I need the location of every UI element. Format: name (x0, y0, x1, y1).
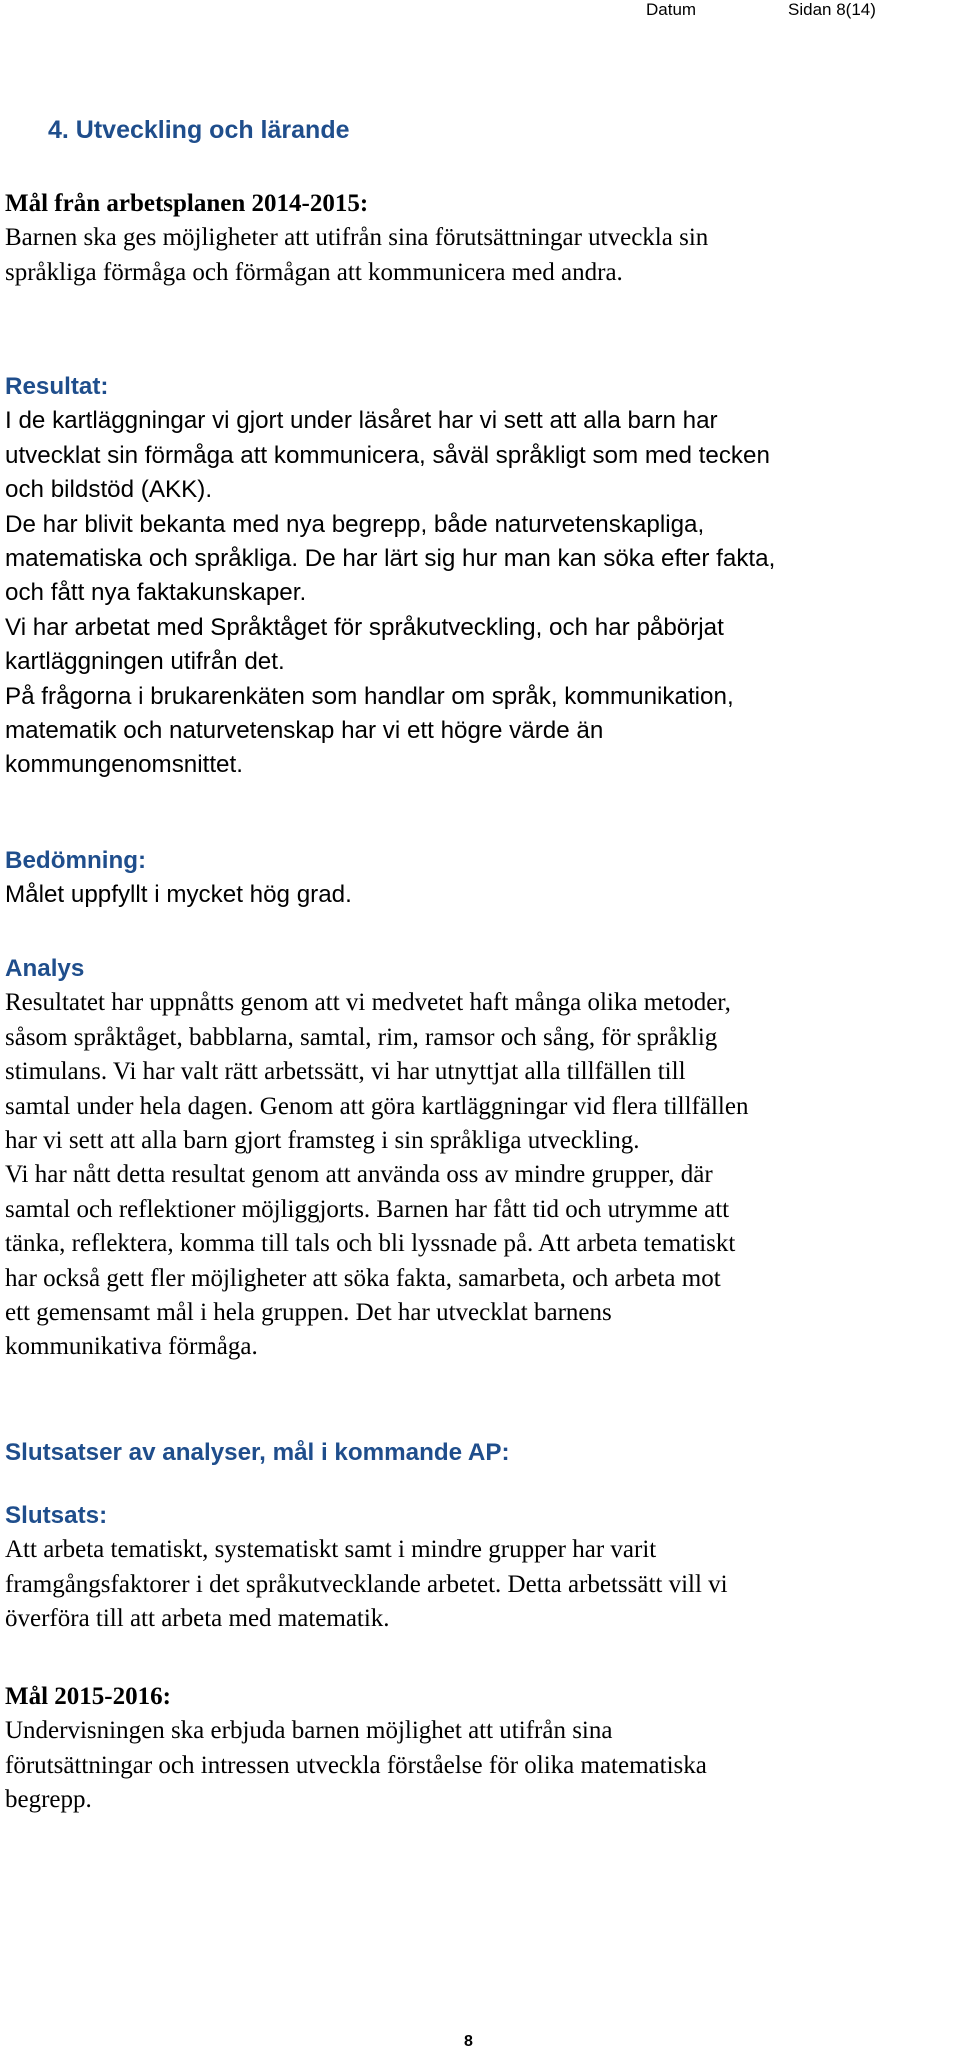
analysis-line: Vi har nått detta resultat genom att använda oss av mindre grupper, där (5, 1161, 713, 1189)
assessment-block (5, 844, 955, 913)
assessment-title: Bedömning: (5, 847, 147, 874)
conclusion-line: överföra till att arbeta med matematik. (5, 1605, 390, 1633)
analysis-line: stimulans. Vi har valt rätt arbetssätt, vi har utnyttjat alla tillfällen till (5, 1058, 686, 1086)
conclusions-heading: Slutsatser av analyser, mål i kommande AP: (5, 1439, 510, 1466)
next-goal-line: förutsättningar och intressen utveckla förståelse för olika matematiska (5, 1751, 707, 1779)
result-title: Resultat: (5, 373, 109, 400)
next-goal-line: Undervisningen ska erbjuda barnen möjlighet att utifrån sina (5, 1717, 613, 1745)
result-block (5, 370, 955, 783)
analysis-line: har också gett fler möjligheter att söka fakta, samarbeta, och arbeta mot (5, 1264, 721, 1292)
result-line: De har blivit bekanta med nya begrepp, både naturvetenskapliga, (5, 510, 705, 538)
result-line: och fått nya faktakunskaper. (5, 579, 307, 607)
goal-line: Barnen ska ges möjligheter att utifrån sina förutsättningar utveckla sin (5, 224, 709, 252)
result-line: I de kartläggningar vi gjort under läsåret har vi sett att alla barn har (5, 407, 718, 435)
result-line: utvecklat sin förmåga att kommunicera, såväl språkligt som med tecken (5, 441, 770, 469)
result-line: Vi har arbetat med Språktåget för språkutveckling, och har påbörjat (5, 613, 724, 641)
next-goal-line: begrepp. (5, 1786, 92, 1814)
conclusion-block (5, 1499, 955, 1637)
next-goal-title: Mål 2015-2016: (5, 1683, 171, 1710)
result-line: kartläggningen utifrån det. (5, 648, 285, 676)
analysis-title: Analys (5, 955, 85, 982)
analysis-line: kommunikativa förmåga. (5, 1333, 258, 1361)
result-line: matematik och naturvetenskap har vi ett högre värde än (5, 717, 604, 745)
goal-title: Mål från arbetsplanen 2014-2015: (5, 190, 369, 217)
conclusion-line: framgångsfaktorer i det språkutvecklande arbetet. Detta arbetssätt vill vi (5, 1570, 728, 1598)
section-heading: 4. Utveckling och lärande (48, 116, 350, 144)
result-line: matematiska och språkliga. De har lärt sig hur man kan söka efter fakta, (5, 545, 776, 573)
analysis-block (5, 952, 955, 1365)
result-line: kommungenomsnittet. (5, 751, 243, 779)
analysis-line: samtal under hela dagen. Genom att göra kartläggningar vid flera tillfällen (5, 1092, 749, 1120)
page-number: 8 (464, 2033, 473, 2050)
analysis-line: tänka, reflektera, komma till tals och bli lyssnade på. Att arbeta tematiskt (5, 1230, 736, 1258)
assessment-text: Målet uppfyllt i mycket hög grad. (5, 881, 352, 909)
goal-block (5, 187, 955, 290)
header-page-indicator: Sidan 8(14) (788, 0, 876, 19)
next-goal-block (5, 1680, 955, 1818)
conclusion-title: Slutsats: (5, 1502, 108, 1529)
result-line: och bildstöd (AKK). (5, 476, 213, 504)
header-date-label: Datum (646, 0, 697, 19)
result-line: På frågorna i brukarenkäten som handlar om språk, kommunikation, (5, 682, 734, 710)
analysis-line: samtal och reflektioner möjliggjorts. Barnen har fått tid och utrymme att (5, 1195, 730, 1223)
analysis-line: ett gemensamt mål i hela gruppen. Det har utvecklat barnens (5, 1299, 612, 1327)
analysis-line: såsom språktåget, babblarna, samtal, rim, ramsor och sång, för språklig (5, 1023, 718, 1051)
conclusion-line: Att arbeta tematiskt, systematiskt samt i mindre grupper har varit (5, 1536, 657, 1564)
goal-line: språkliga förmåga och förmågan att kommunicera med andra. (5, 258, 623, 286)
analysis-line: har vi sett att alla barn gjort framsteg i sin språkliga utveckling. (5, 1127, 640, 1155)
analysis-line: Resultatet har uppnåtts genom att vi medvetet haft många olika metoder, (5, 989, 731, 1017)
